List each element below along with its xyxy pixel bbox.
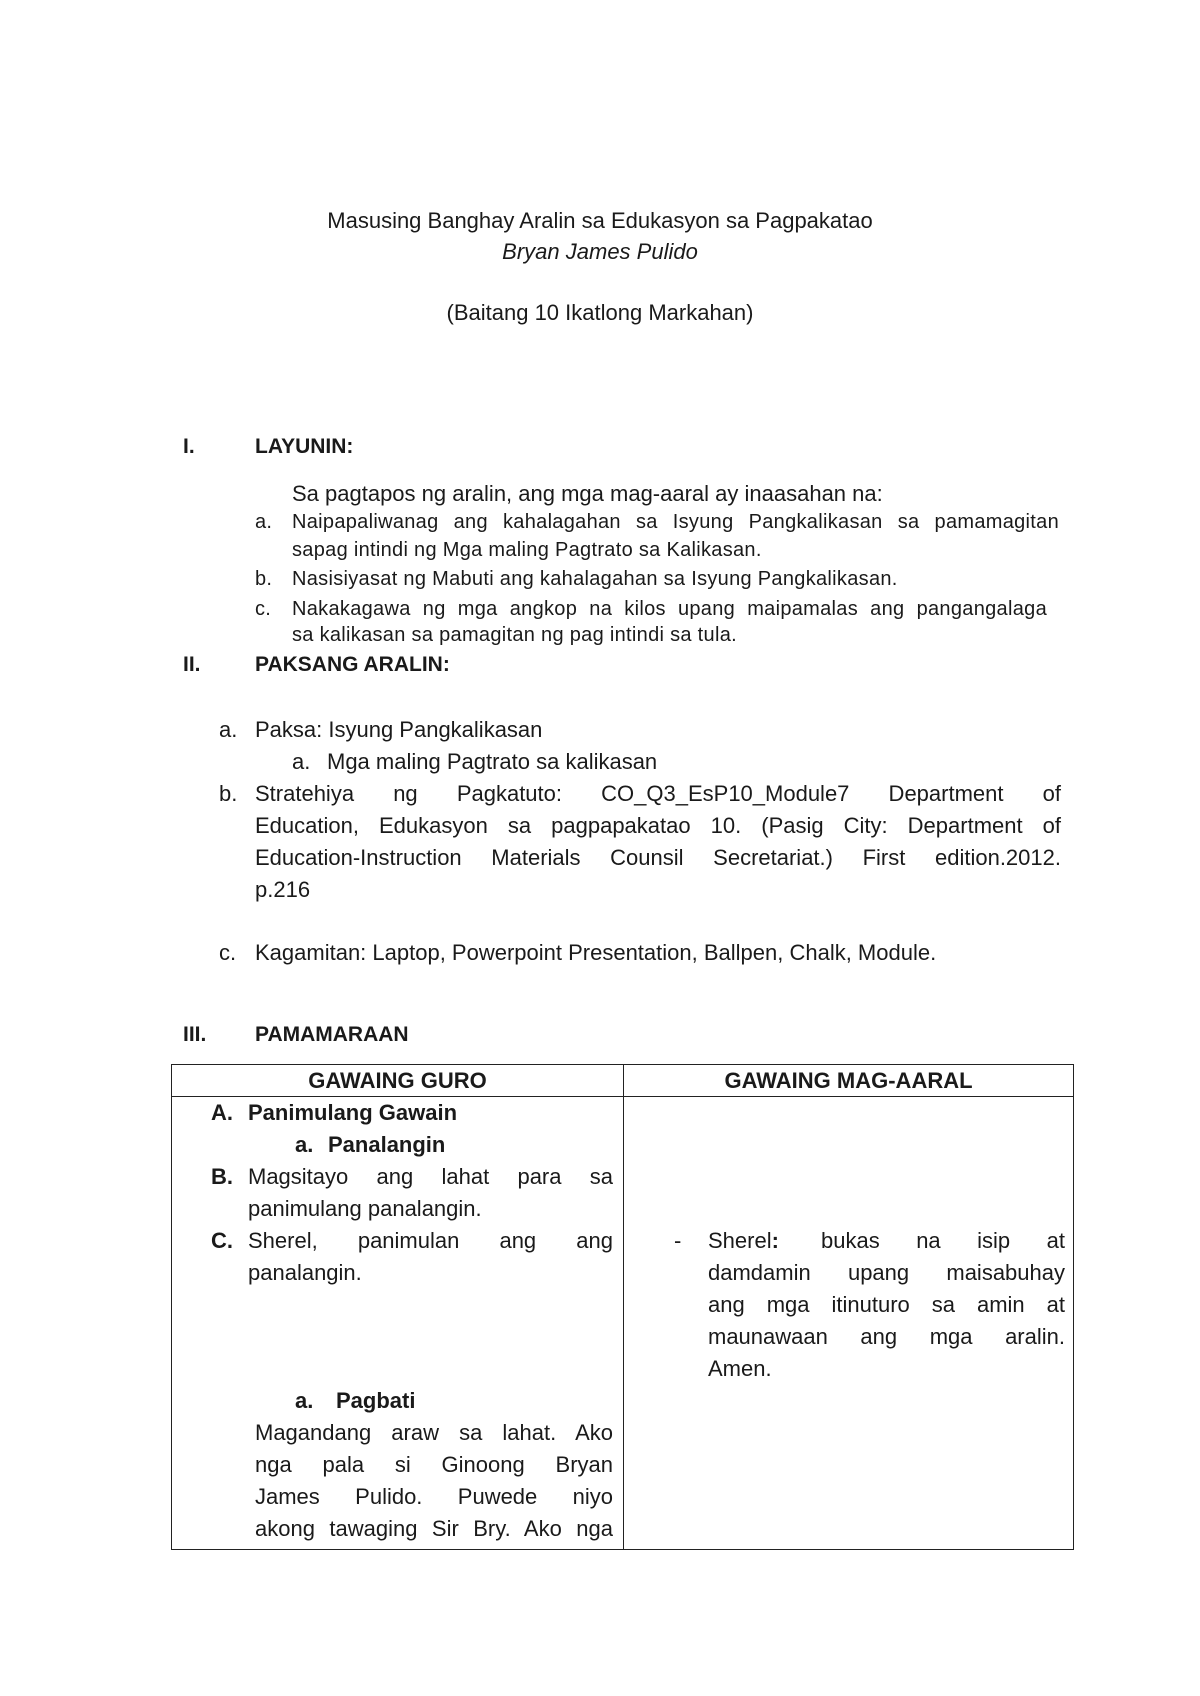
step-B-line2: panimulang panalangin.	[248, 1196, 482, 1221]
step-B-line1: Magsitayo ang lahat para sa	[248, 1164, 613, 1189]
topic-c-mark: c.	[219, 940, 237, 965]
objective-c-mark: c.	[255, 598, 272, 620]
objective-c-line1: Nakakagawa ng mga angkop na kilos upang maipamalas ang pangangalaga	[292, 598, 1047, 620]
objective-b-line1: Nasisiyasat ng Mabuti ang kahalagahan sa Isyung Pangkalikasan.	[292, 568, 898, 590]
response-line5: Amen.	[708, 1356, 772, 1381]
greeting-line3: James Pulido. Puwede niyo	[255, 1484, 613, 1509]
objective-a-line1: Naipapaliwanag ang kahalagahan sa Isyung Pangkalikasan sa pamamagitan	[292, 511, 1059, 533]
document-title: Masusing Banghay Aralin sa Edukasyon sa Pagpakatao	[327, 208, 873, 233]
topic-c-text: Kagamitan: Laptop, Powerpoint Presentation, Ballpen, Chalk, Module.	[255, 940, 937, 965]
response-speaker	[708, 1228, 779, 1254]
section-3-heading: PAMAMARAAN	[255, 1023, 409, 1046]
teacher-column-header: GAWAING GURO	[172, 1065, 624, 1097]
step-C-line2: panalangin.	[248, 1260, 362, 1285]
greeting-line1: Magandang araw sa lahat. Ako	[255, 1420, 613, 1445]
step-prayer-mark: a.	[295, 1132, 314, 1157]
step-greeting-mark: a.	[295, 1388, 314, 1413]
topic-b-line1: Stratehiya ng Pagkatuto: CO_Q3_EsP10_Module7 Department of	[255, 781, 1061, 806]
student-column-header: GAWAING MAG-AARAL	[624, 1065, 1074, 1097]
greeting-line2: nga pala si Ginoong Bryan	[255, 1452, 613, 1477]
section-1-number: I.	[183, 435, 195, 458]
response-dash: -	[674, 1228, 682, 1253]
section-3-number: III.	[183, 1023, 207, 1046]
section-2-heading: PAKSANG ARALIN:	[255, 653, 450, 676]
topic-b-line4: p.216	[255, 877, 311, 902]
objective-a-mark: a.	[255, 511, 273, 533]
author-name: Bryan James Pulido	[502, 239, 698, 264]
topic-b-line3: Education-Instruction Materials Counsil Secretariat.) First edition.2012.	[255, 845, 1061, 870]
topic-b-mark: b.	[219, 781, 238, 806]
topic-a-sub-text: Mga maling Pagtrato sa kalikasan	[327, 749, 658, 774]
step-prayer-title: Panalangin	[328, 1132, 446, 1157]
response-line2: damdamin upang maisabuhay	[708, 1260, 1065, 1285]
speaker-colon: :	[771, 1228, 779, 1253]
procedure-table	[171, 1064, 1074, 1550]
topic-a-text: Paksa: Isyung Pangkalikasan	[255, 717, 543, 742]
greeting-line4: akong tawaging Sir Bry. Ako nga	[255, 1516, 613, 1541]
topic-a-sub-mark: a.	[292, 749, 311, 774]
response-line3: ang mga itinuturo sa amin at	[708, 1292, 1065, 1317]
step-greeting-title: Pagbati	[336, 1388, 416, 1413]
objectives-intro: Sa pagtapos ng aralin, ang mga mag-aaral ay inaasahan na:	[292, 481, 883, 506]
step-C-line1: Sherel, panimulan ang ang	[248, 1228, 613, 1253]
step-A-title: Panimulang Gawain	[248, 1100, 458, 1125]
step-A-mark: A.	[211, 1100, 233, 1125]
section-2-number: II.	[183, 653, 201, 676]
topic-a-mark: a.	[219, 717, 238, 742]
step-B-mark: B.	[211, 1164, 233, 1189]
topic-b-line2: Education, Edukasyon sa pagpapakatao 10. (Pasig City: Department of	[255, 813, 1061, 838]
objective-c-line2: sa kalikasan sa pamagitan ng pag intindi sa tula.	[292, 624, 737, 646]
section-1-heading: LAYUNIN:	[255, 435, 354, 458]
response-line1: bukas na isip at	[821, 1228, 1065, 1253]
response-line4: maunawaan ang mga aralin.	[708, 1324, 1065, 1349]
step-C-mark: C.	[211, 1228, 233, 1253]
teacher-activity-cell	[172, 1097, 624, 1550]
objective-a-line2: sapag intindi ng Mga maling Pagtrato sa Kalikasan.	[292, 539, 762, 561]
student-activity-cell	[624, 1097, 1074, 1550]
grade-quarter: (Baitang 10 Ikatlong Markahan)	[446, 300, 754, 325]
objective-b-mark: b.	[255, 568, 273, 590]
speaker-name: Sherel	[708, 1228, 772, 1253]
